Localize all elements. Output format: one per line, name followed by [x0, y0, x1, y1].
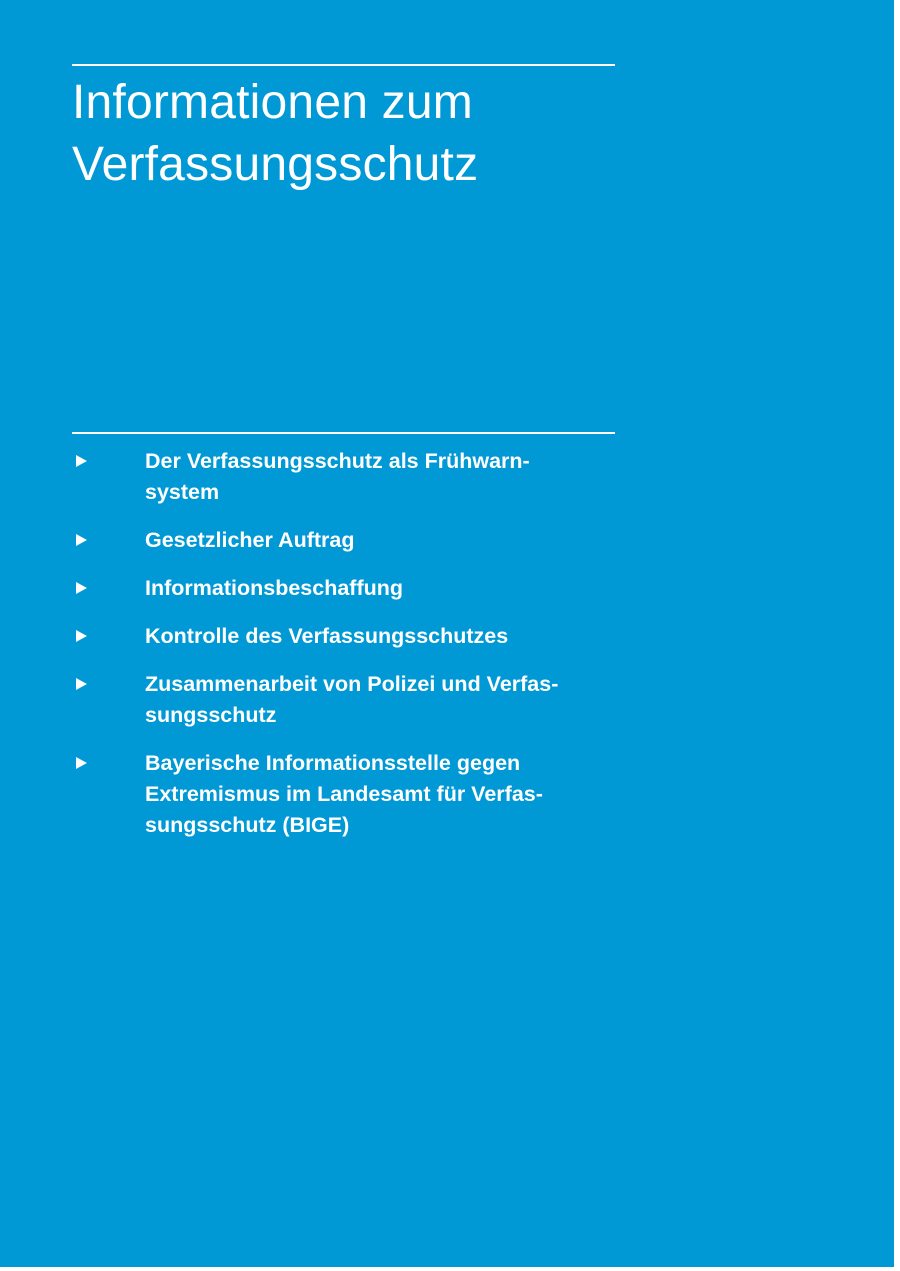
toc-divider: [72, 432, 615, 434]
toc-item-kontrolle[interactable]: [72, 621, 617, 652]
page-title: [72, 72, 632, 196]
toc-item-informationsbeschaffung[interactable]: [72, 573, 617, 604]
triangle-right-icon: [76, 582, 87, 594]
toc-item-label-line: sungsschutz (BIGE): [145, 813, 350, 837]
toc-item-gesetzlicher-auftrag[interactable]: [72, 525, 617, 556]
page-title-line-2: Verfassungsschutz: [72, 138, 479, 191]
triangle-right-icon: [76, 534, 87, 546]
toc-item-label-line: sungsschutz: [145, 703, 277, 727]
top-divider: [72, 64, 615, 66]
toc-item-label-line: Informationsbeschaffung: [145, 576, 404, 600]
toc-item-label-line: system: [145, 480, 220, 504]
triangle-right-icon: [76, 455, 87, 467]
toc-item-bige[interactable]: [72, 748, 617, 841]
toc-item-label-line: Der Verfassungsschutz als Frühwarn-: [145, 449, 530, 473]
toc-item-label-line: Gesetzlicher Auftrag: [145, 528, 355, 552]
triangle-right-icon: [76, 678, 87, 690]
toc-item-fruehwarnsystem[interactable]: [72, 446, 617, 508]
triangle-right-icon: [76, 630, 87, 642]
triangle-right-icon: [76, 757, 87, 769]
toc-item-label-line: Kontrolle des Verfassungsschutzes: [145, 624, 509, 648]
table-of-contents: [72, 446, 617, 858]
page-title-line-1: Informationen zum: [72, 76, 473, 129]
toc-item-label-line: Zusammenarbeit von Polizei und Verfas-: [145, 672, 559, 696]
toc-item-zusammenarbeit[interactable]: [72, 669, 617, 731]
toc-item-label-line: Extremismus im Landesamt für Verfas-: [145, 782, 543, 806]
toc-item-label-line: Bayerische Informationsstelle gegen: [145, 751, 521, 775]
